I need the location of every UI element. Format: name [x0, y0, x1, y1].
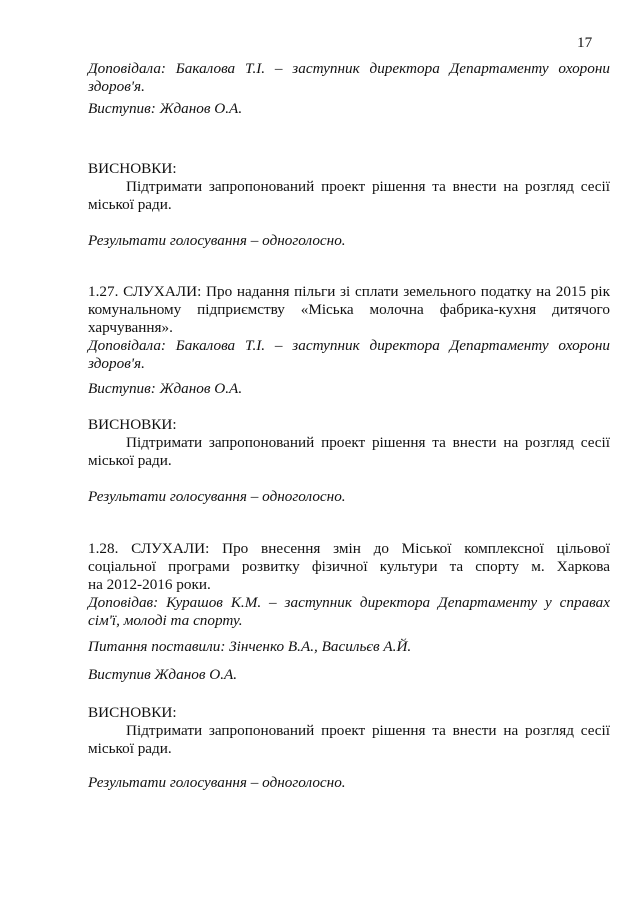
heard-line: комунальному підприємству «Міська молочна фабрика-кухня дитячого [88, 301, 610, 318]
conclusion-line: міської ради. [88, 196, 172, 213]
heard-line: 1.28. СЛУХАЛИ: Про внесення змін до Міської комплексної цільової [88, 540, 610, 557]
conclusion-block [88, 434, 610, 470]
spoke-line: Виступив Жданов О.А. [88, 666, 238, 683]
heard-block-1-28 [88, 540, 610, 594]
heard-line: на 2012-2016 роки. [88, 576, 211, 593]
speaker-line: Доповідав: Курашов К.М. – заступник директора Департаменту у справах [88, 594, 610, 611]
vote-result: Результати голосування – одноголосно. [88, 488, 346, 505]
conclusion-block [88, 722, 610, 758]
conclusion-block [88, 178, 610, 214]
speaker-line: здоров'я. [88, 78, 145, 95]
spoke-line: Виступив: Жданов О.А. [88, 100, 243, 117]
conclusion-line: Підтримати запропонований проект рішення та внести на розгляд сесії [126, 178, 610, 195]
conclusions-heading: ВИСНОВКИ: [88, 416, 177, 433]
speaker-line: Доповідала: Бакалова Т.І. – заступник директора Департаменту охорони [88, 60, 610, 77]
speaker-block [88, 60, 610, 96]
questions-line: Питання поставили: Зінченко В.А., Васильєв А.Й. [88, 638, 412, 655]
conclusions-heading: ВИСНОВКИ: [88, 704, 177, 721]
speaker-block [88, 594, 610, 630]
speaker-line: здоров'я. [88, 355, 145, 372]
page-number: 17 [577, 34, 593, 51]
conclusion-line: Підтримати запропонований проект рішення та внести на розгляд сесії [126, 434, 610, 451]
vote-result: Результати голосування – одноголосно. [88, 774, 346, 791]
heard-line: харчування». [88, 319, 173, 336]
spoke-line: Виступив: Жданов О.А. [88, 380, 243, 397]
conclusion-line: міської ради. [88, 452, 172, 469]
heard-line: соціальної програми розвитку фізичної культури та спорту м. Харкова [88, 558, 610, 575]
conclusions-heading: ВИСНОВКИ: [88, 160, 177, 177]
vote-result: Результати голосування – одноголосно. [88, 232, 346, 249]
conclusion-line: міської ради. [88, 740, 172, 757]
conclusion-line: Підтримати запропонований проект рішення та внести на розгляд сесії [126, 722, 610, 739]
heard-line: 1.27. СЛУХАЛИ: Про надання пільги зі сплати земельного податку на 2015 рік [88, 283, 610, 300]
heard-block-1-27 [88, 283, 610, 337]
speaker-line: Доповідала: Бакалова Т.І. – заступник директора Департаменту охорони [88, 337, 610, 354]
speaker-block [88, 337, 610, 373]
speaker-line: сім'ї, молоді та спорту. [88, 612, 243, 629]
